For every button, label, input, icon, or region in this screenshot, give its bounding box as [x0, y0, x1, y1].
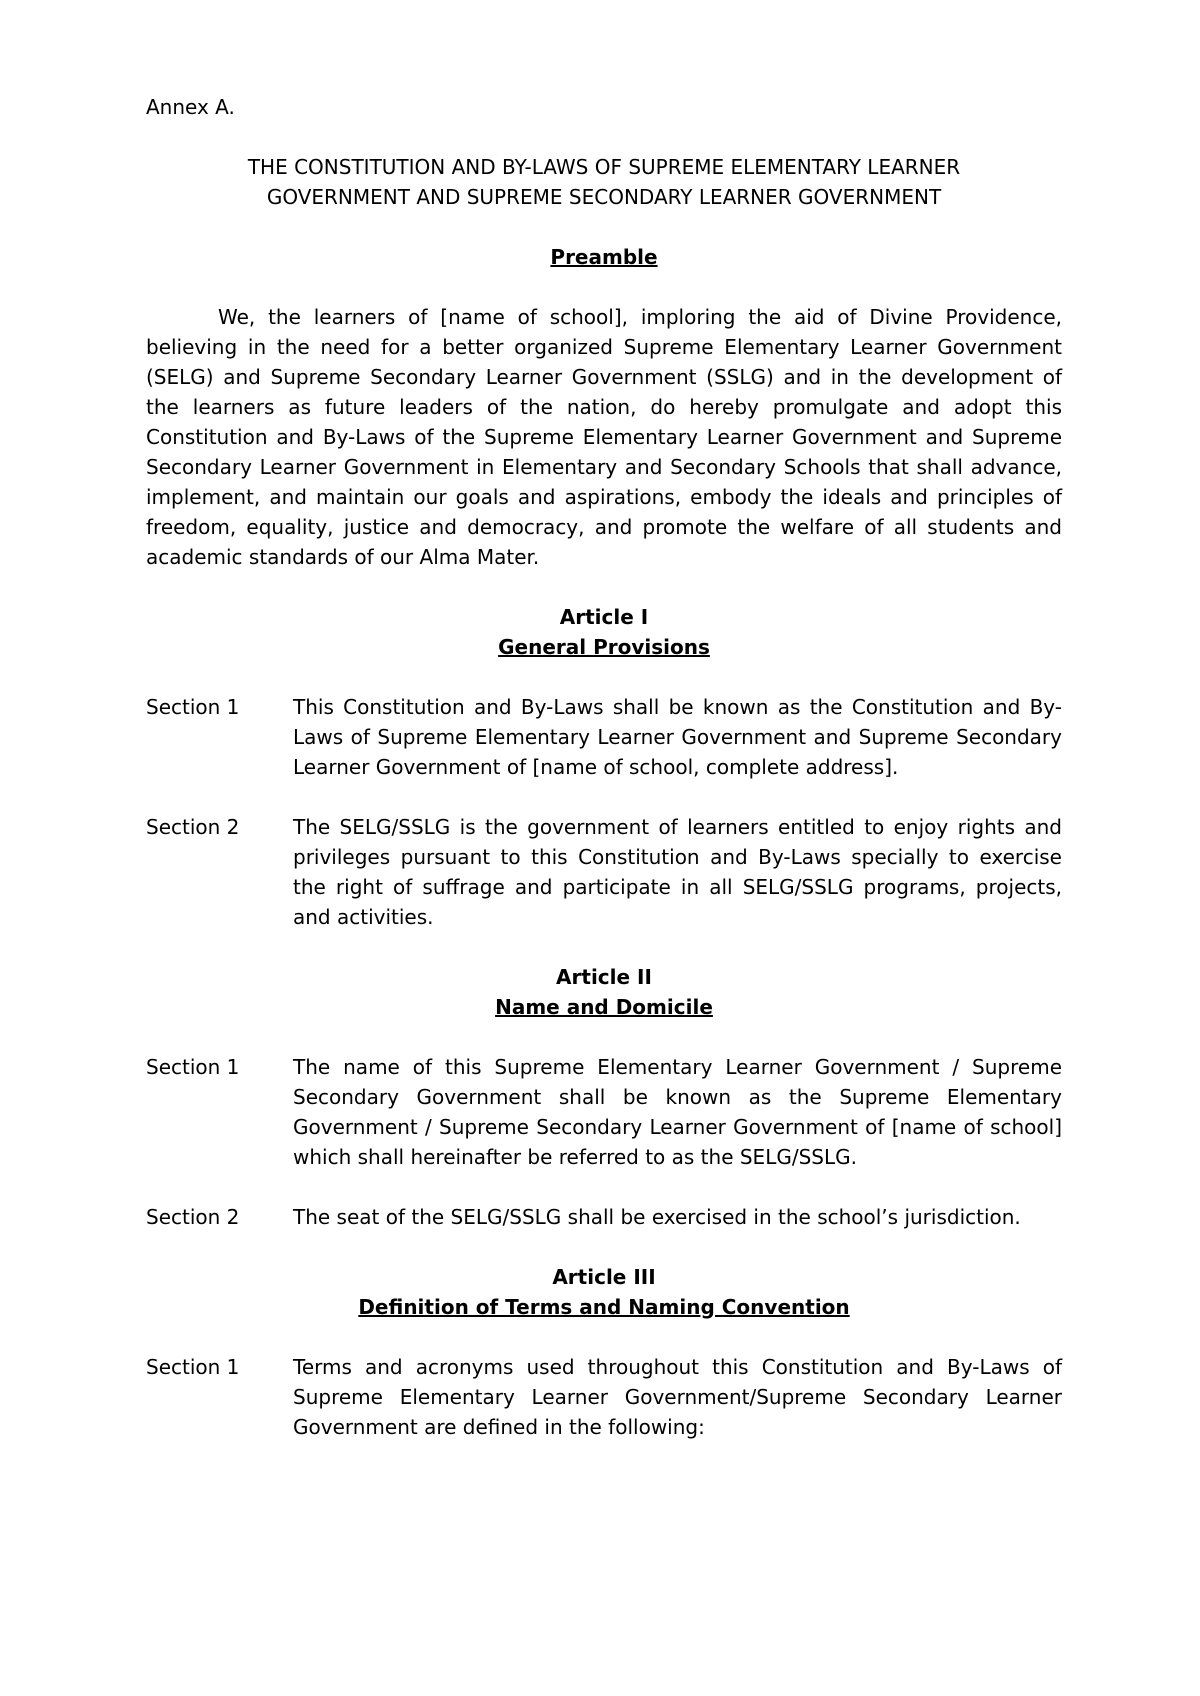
preamble-text: We, the learners of [name of school], imploring the aid of Divine Providence, believing in the need for a better organized Supreme Elementary Learner Government (SELG) and Supreme Secondary Learner Government (SSLG) and in the development of the learners as future leaders of the nation, do hereby promulgate and adopt this Constitution and By-Laws of the Supreme Elementary Learner Government and Supreme Secondary Learner Government in Elementary and Secondary Schools that shall advance, implement, and maintain our goals and aspirations, embody the ideals and principles of freedom, equality, justice and democracy, and promote the welfare of all students and academic standards of our Alma Mater.	[146, 305, 1062, 569]
article-2	[146, 962, 1062, 1022]
article-2-section-1	[146, 1052, 1062, 1172]
article-subtitle: Definition of Terms and Naming Convention	[358, 1295, 850, 1319]
document-title-line-1: THE CONSTITUTION AND BY-LAWS OF SUPREME ELEMENTARY LEARNER	[247, 155, 961, 179]
section-text: The seat of the SELG/SSLG shall be exercised in the school’s jurisdiction.	[293, 1205, 1021, 1229]
annex-label: Annex A.	[146, 95, 235, 119]
article-1	[146, 602, 1062, 662]
section-label: Section 2	[146, 815, 240, 839]
section-text: The SELG/SSLG is the government of learners entitled to enjoy rights and privileges pursuant to this Constitution and By-Laws specially to exercise the right of suffrage and participate in all SELG/SSLG programs, projects, and activities.	[293, 815, 1062, 929]
document-title-line-2: GOVERNMENT AND SUPREME SECONDARY LEARNER GOVERNMENT	[266, 185, 942, 209]
article-1-section-1	[146, 692, 1062, 782]
section-label: Section 2	[146, 1205, 240, 1229]
article-1-section-2	[146, 812, 1062, 932]
section-text: Terms and acronyms used throughout this Constitution and By-Laws of Supreme Elementary Learner Government/Supreme Secondary Learner Government are defined in the following:	[293, 1355, 1062, 1439]
section-text: The name of this Supreme Elementary Learner Government / Supreme Secondary Government shall be known as the Supreme Elementary Government / Supreme Secondary Learner Government of [name of school] which shall hereinafter be referred to as the SELG/SSLG.	[293, 1055, 1062, 1169]
document-title	[146, 152, 1062, 212]
article-3-section-1	[146, 1352, 1062, 1442]
article-subtitle: General Provisions	[498, 635, 710, 659]
article-title: Article I	[559, 605, 649, 629]
article-title: Article II	[556, 965, 652, 989]
section-label: Section 1	[146, 1055, 240, 1079]
article-2-section-2	[146, 1202, 1062, 1232]
article-subtitle: Name and Domicile	[495, 995, 713, 1019]
article-3	[146, 1262, 1062, 1322]
section-text: This Constitution and By-Laws shall be known as the Constitution and By-Laws of Supreme Elementary Learner Government and Supreme Secondary Learner Government of [name of school, complete address].	[293, 695, 1062, 779]
section-label: Section 1	[146, 695, 240, 719]
article-title: Article III	[552, 1265, 656, 1289]
document-page	[146, 92, 1062, 1442]
preamble-heading: Preamble	[550, 245, 658, 269]
section-label: Section 1	[146, 1355, 240, 1379]
